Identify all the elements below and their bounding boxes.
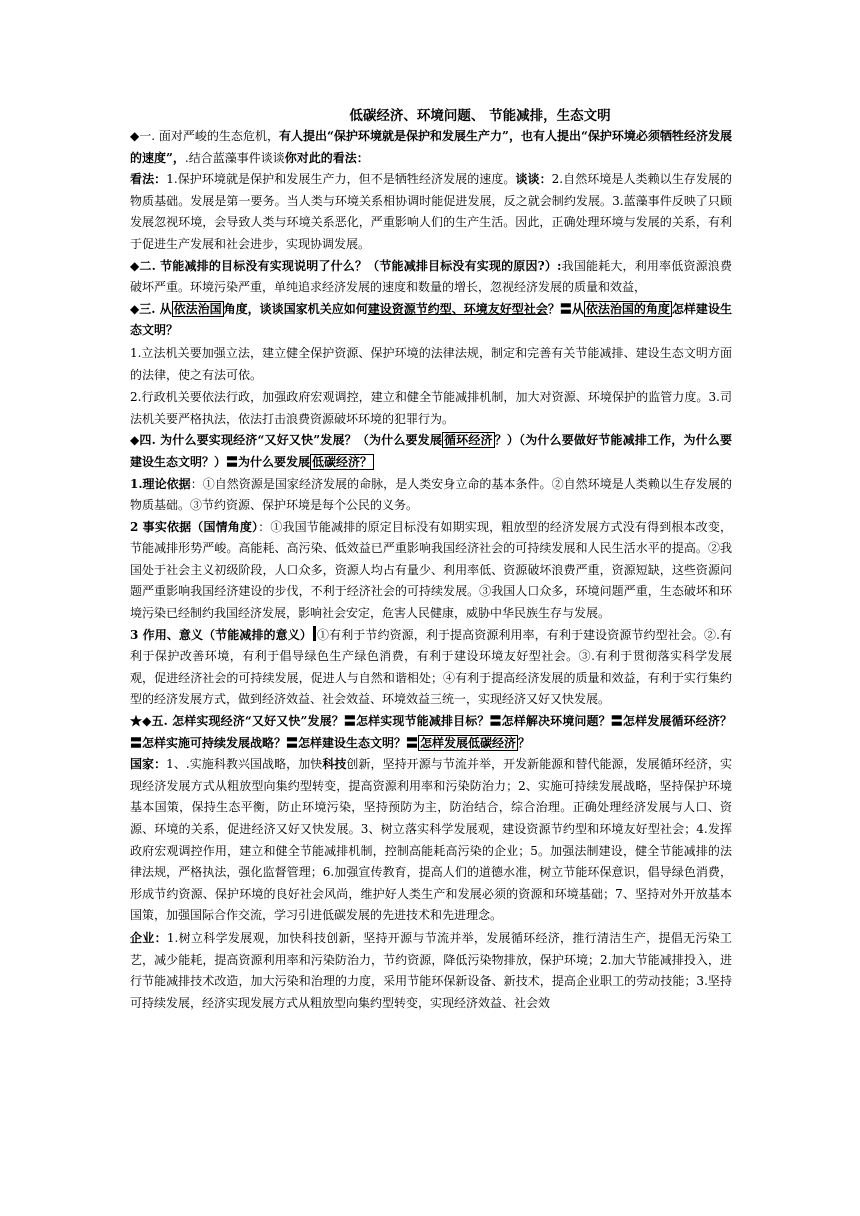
question-5 bbox=[130, 711, 732, 754]
q3-p1: ◆三. 从 bbox=[130, 301, 172, 316]
a5-text1c: 创新，坚持开源与节流并举，开发新能源和替代能源，发展循环经济，实现经济发展方式从粗放型向集约型转变，提高资源利用率和污染防治力；2、实施可持续发展战略，坚持保护环境基本国策，保持生态平衡，防止环境污染，坚持预防为主，防治结合，综合治理。正确处理经济发展与人口、资源、环境的关系，促进经济又好又快发展。3、树立落实科学发展观，建设资源节约型和环境友好型社会；4.发挥政府宏观调控作用，建立和健全节能减排机制，控制高能耗高污染的企业；5。加强法制建设，健全节能减排的法律法规，严格执法，强化监督管理；6.加强宣传教育，提高人们的道德水准，树立节能环保意识，倡导绿色消费，形成节约资源、保护环境的良好社会风尚，维护好人类生产和发展必须的资源和环境基础；7、坚持对外开放基本国策，加强国际合作交流，学习引进低碳发展的先进技术和先进理念。 bbox=[130, 757, 732, 923]
q3-p2: 角度，谈谈国家机关应如何 bbox=[223, 301, 368, 316]
q5-p2: ？ bbox=[518, 735, 531, 750]
a1-text2: 2.自然环境是人类赖以生存发展的物质基础。发展是第一要务。当人类与环境关系相协调时能促进发展，反之就会制约发展。3.蓝藻事件反映了只顾发展忽视环境，会导致人类与环境关系恶化，严重影响人们的生产生活。因此，正确处理环境与发展的关系，有利于促进生产发展和社会进步，实现协调发展。 bbox=[130, 172, 732, 251]
a5-label2: 企业： bbox=[130, 930, 167, 945]
q3-p3: ？〓从 bbox=[547, 301, 584, 316]
a5-label1: 国家： bbox=[130, 757, 167, 772]
answer-5-state bbox=[130, 754, 732, 927]
a4-label1: 1.理论依据 bbox=[130, 476, 191, 491]
answer-1 bbox=[130, 169, 732, 255]
answer-4-facts bbox=[130, 517, 732, 625]
q5-box: 怎样发展低碳经济 bbox=[420, 735, 517, 750]
q3-underline: 建设资源节约型、环境友好型社会 bbox=[367, 301, 548, 316]
question-3 bbox=[130, 299, 732, 342]
q2-text: 我国能耗大，利用率低资源浪费破坏严重。环境污染严重，单纯追求经济发展的速度和数量的增长，忽视经济发展的质量和效益， bbox=[130, 258, 732, 295]
a5-text2: 1.树立科学发展观，加快科技创新，坚持开源与节流并举，发展循环经济，推行清洁生产，提倡无污染工艺，减少能耗，提高资源利用率和污染防治力，节约资源，降低污染物排放，保护环境；2.加大节能减排投入，进行节能减排技术改造，加大污染和治理的力度，采用节能环保新设备、新技术，提高企业职工的劳动技能；3.坚持可持续发展，经济实现发展方式从粗放型向集约型转变，实现经济效益、社会效 bbox=[130, 930, 732, 1010]
page-title: 低碳经济、环境问题、 节能减排，生态文明 bbox=[349, 108, 611, 124]
answer-4-significance bbox=[130, 625, 732, 711]
q2-bold: ◆二. 节能减排的目标没有实现说明了什么？（节能减排目标没有实现的原因?）: bbox=[130, 258, 562, 273]
q4-box2: 低碳经济？ bbox=[312, 454, 373, 469]
a1-label2: 谈谈： bbox=[515, 172, 552, 187]
a4-text2: ：①我国节能减排的原定目标没有如期实现，粗放型的经济发展方式没有得到根本改变，节能减排形势严峻。高能耗、高污染、低效益已严重影响我国经济社会的可持续发展和人民生活水平的提高。②我国处于社会主义初级阶段，人口众多，资源人均占有量少、利用率低、资源破坏浪费严重，资源短缺，这些资源问题严重影响我国经济建设的步伐，不利于经济社会的可持续发展。③我国人口众多，环境问题严重，生态破坏和环境污染已经制约我国经济发展，影响社会安定，危害人民健康，威胁中华民族生存与发展。 bbox=[130, 519, 732, 621]
a1-text1: 1.保护环境就是保护和发展生产力，但不是牺牲经济发展的速度。 bbox=[166, 172, 516, 187]
answer-3-item-1: 1.立法机关要加强立法，建立健全保护资源、保护环境的法律法规，制定和完善有关节能减排、建设生态文明方面的法律，使之有法可依。 bbox=[130, 345, 732, 382]
answer-4-theory bbox=[130, 474, 732, 517]
a1-label1: 看法： bbox=[130, 172, 167, 187]
question-1 bbox=[130, 126, 732, 169]
a5-text1a: 1、.实施科教兴国战略，加快 bbox=[166, 757, 323, 772]
answer-3-item-2: 2.行政机关要依法行政，加强政府宏观调控，建立和健全节能减排机制，加大对资源、环境保护的监管力度。3.司法机关要严格执法，依法打击浪费资源破坏环境的犯罪行为。 bbox=[130, 390, 732, 426]
question-2 bbox=[130, 256, 732, 299]
a4-label3: 3 作用、意义（节能减排的意义） bbox=[130, 627, 312, 642]
a4-text3: ①有利于节约资源，利于提高资源利用率，有利于建设资源节约型社会。②.有利于保护改善环境，有利于倡导绿色生产绿色消费，有利于建设环境友好型社会。③.有利于贯彻落实科学发展观，促进经济社会的可持续发展，促进人与自然和谐相处；④有利于提高经济发展的质量和效益，有利于实行集约型的经济发展方式，做到经济效益、社会效益、环境效益三统一，实现经济又好又快发展。 bbox=[130, 627, 732, 707]
answer-5-enterprise bbox=[130, 928, 732, 1014]
a4-text1: ：①自然资源是国家经济发展的命脉，是人类安身立命的基本条件。②自然环境是人类赖以生存发展的物质基础。③节约资源、保护环境是每个公民的义务。 bbox=[130, 476, 732, 513]
cursor-bar bbox=[313, 626, 316, 641]
q1-mid: .结合蓝藻事件谈谈 bbox=[184, 150, 285, 165]
q1-lead: ◆一. 面对严峻的生态危机， bbox=[130, 129, 279, 143]
a5-text1b: 科技 bbox=[322, 757, 347, 772]
a4-label2: 2 事实依据（国情角度） bbox=[130, 519, 259, 534]
q4-box1: 循环经济 bbox=[444, 433, 493, 448]
q3-box2: 依法治国的角度 bbox=[585, 301, 670, 316]
q1-bold: 有人提出“保护环境就是保护和发展生产力”，也有人提出“保护环境必须牺牲经济发展的速度”， bbox=[130, 129, 732, 165]
q5-p1: ★◆五. 怎样实现经济“又好又快”发展？〓怎样实现节能减排目标？〓怎样解决环境问题？〓怎样发展循环经济？〓怎样实施可持续发展战略？〓怎样建设生态文明？〓 bbox=[130, 714, 732, 750]
q4-p1: ◆四. 为什么要实现经济“又好又快”发展？（为什么要发展 bbox=[130, 433, 443, 448]
document-page bbox=[130, 106, 732, 1014]
question-4 bbox=[130, 430, 732, 473]
q3-box1: 依法治国 bbox=[173, 301, 222, 316]
q1-bold2: 你对此的看法： bbox=[284, 150, 369, 165]
q4-p2: ？）（为什么要做好节能减排工作，为什么要建设生态文明？）〓为什么要发展 bbox=[130, 433, 732, 469]
q3-p4: 怎样建设生态文明？ bbox=[130, 301, 732, 338]
